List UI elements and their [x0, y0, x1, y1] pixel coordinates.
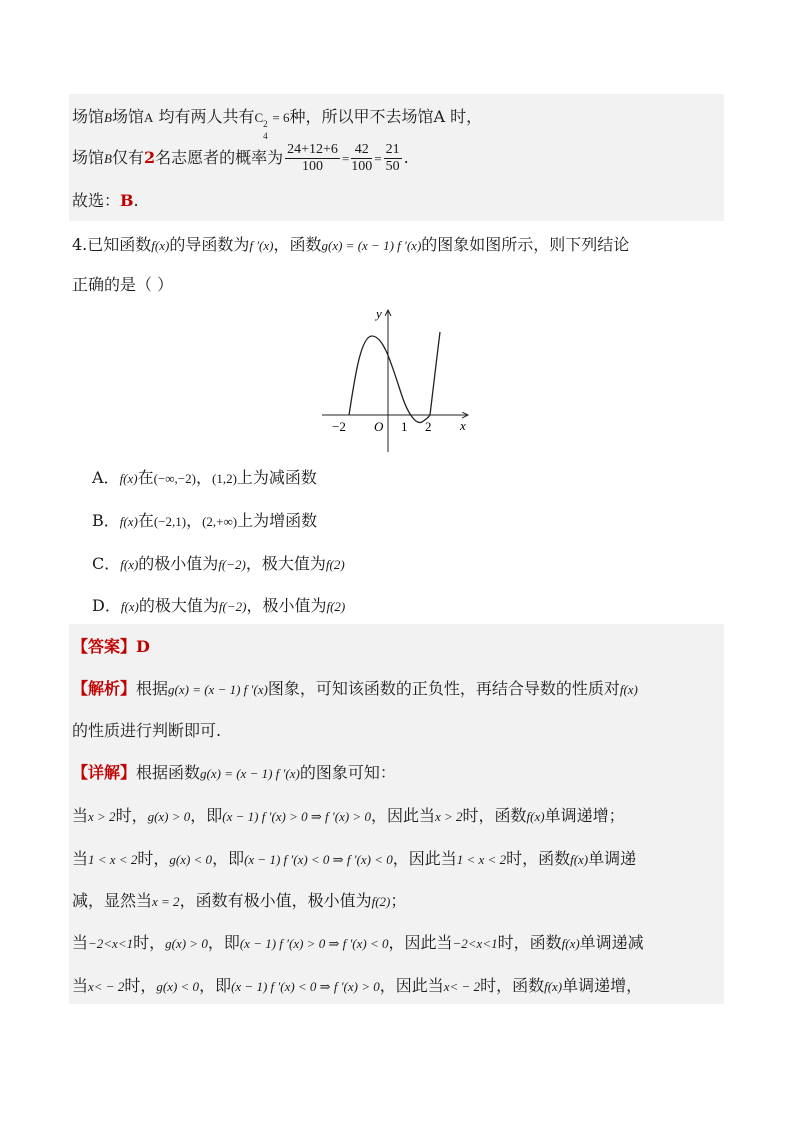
prev-solution-line-2: 场馆B仅有2名志愿者的概率为 $\frac{24+12+6}{100}$ = $\frac{42}{100}$ = $\frac{21}{50}$ .	[72, 142, 409, 174]
answer-line: 【答案】D	[72, 637, 150, 656]
option-b[interactable]: B．f(x)在(−2,1)，(2,+∞)上为增函数	[92, 511, 318, 530]
option-d[interactable]: D．f(x)的极大值为f(−2)，极小值为f(2)	[92, 596, 346, 615]
x-axis-label: x	[460, 418, 466, 433]
question-4-line-1: 4.已知函数f(x)的导函数为f ′(x)，函数g(x) = (x − 1) f ′(x)的图象如图所示，则下列结论	[72, 235, 630, 254]
detail-line-1: 当x > 2时，g(x) > 0，即(x − 1) f ′(x) > 0 ⇒ f ′(x) > 0，因此当x > 2时，函数f(x)单调递增；	[72, 806, 625, 825]
analysis-line-1: 【解析】根据g(x) = (x − 1) f ′(x)图象，可知该函数的正负性，再结合导数的性质对f(x)	[72, 679, 638, 698]
function-graph	[318, 304, 478, 456]
tick-label-origin: O	[374, 419, 384, 434]
y-axis-label: y	[376, 306, 382, 321]
option-a[interactable]: A．f(x)在(−∞,−2)，(1,2)上为减函数	[92, 468, 317, 487]
detail-line-0: 【详解】根据函数g(x) = (x − 1) f ′(x)的图象可知：	[72, 763, 396, 782]
fraction-3: $\frac{21}{50}$	[385, 142, 400, 174]
tick-label-2: 2	[425, 419, 432, 434]
fraction-1: $\frac{24+12+6}{100}$	[287, 142, 338, 174]
fraction-2: $\frac{42}{100}$	[351, 142, 373, 174]
option-c[interactable]: C．f(x)的极小值为f(−2)，极大值为f(2)	[92, 554, 345, 573]
detail-line-5: 当x< − 2时，g(x) < 0，即(x − 1) f ′(x) < 0 ⇒ f ′(x) > 0，因此当x< − 2时，函数f(x)单调递增，	[72, 976, 643, 995]
detail-line-2: 当1 < x < 2时，g(x) < 0，即(x − 1) f ′(x) < 0 ⇒ f ′(x) < 0，因此当1 < x < 2时，函数f(x)单调递	[72, 849, 637, 868]
detail-line-3: 减，显然当x = 2，函数有极小值，极小值为f(2)；	[72, 891, 407, 910]
prev-solution-line-3: 故选：B.	[72, 191, 139, 210]
curve-g	[349, 332, 440, 422]
tick-label-neg2: −2	[332, 419, 346, 434]
detail-line-4: 当−2<x<1时，g(x) > 0，即(x − 1) f ′(x) > 0 ⇒ f ′(x) < 0，因此当−2<x<1时，函数f(x)单调递减	[72, 933, 644, 952]
question-4-line-2: 正确的是（ ）	[72, 275, 174, 294]
prev-solution-line-1: 场馆B场馆A 均有两人共有C 2 4 = 6种，所以甲不去场馆A 时，	[72, 107, 483, 141]
tick-label-1: 1	[401, 419, 408, 434]
analysis-line-2: 的性质进行判断即可.	[72, 721, 222, 740]
